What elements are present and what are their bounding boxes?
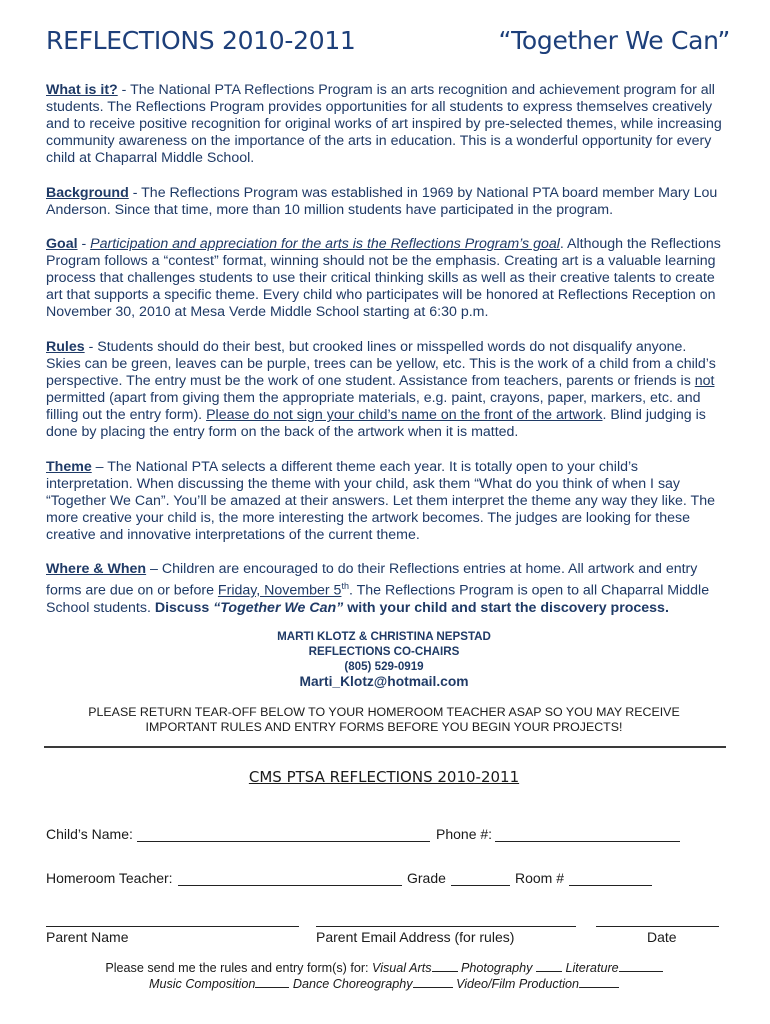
rules-paragraph [46,339,722,442]
where-when-text-2: . The Reflections Program is open to all Chaparral Middle School students. [46,582,710,616]
discuss-text: Discuss [154,599,214,616]
goal-heading: Goal [46,236,78,252]
goal-italic-text: Participation and appreciation for the arts is the Reflections Program’s goal [90,236,560,252]
tear-off-title-text: CMS PTSA REFLECTIONS 2010-2011 [248,768,520,786]
rules-underlined-warning: Please do not sign your child’s name on the front of the artwork [206,407,603,424]
notice-line-2: IMPORTANT RULES AND ENTRY FORMS BEFORE YOU BEGIN YOUR PROJECTS! [145,720,623,734]
theme-text: – The National PTA selects a different theme each year. It is totally open to your child’s interpretation. When discussing the theme with your child, ask them “What do you think of when I say “Together We Can”. You’ll be amazed at their answers. Let them interpret the theme any way they like. The more creative your child is, the more interesting the artwork becomes. The judges are looking for these creative and innovative interpretations of the current theme. [46,459,716,544]
goal-text: . Although the Reflections Program follows a “contest” format, winning should not be the emphasis. Creating art is a valuable learning process that challenges students to use their critical thinking skills as well as their creative talents to create art that supports a specific theme. Every child who participates will be honored at Reflections Reception on November 30, 2010 at Mesa Verde Middle School starting at 6:30 p.m. [46,236,721,321]
parent-email-field[interactable] [316,912,576,927]
date-label: Date [647,929,677,945]
grade-field[interactable] [451,871,510,886]
date-field[interactable] [596,912,719,927]
where-when-heading: Where & When [46,561,147,577]
category-music-composition: Music Composition [148,977,256,991]
category-video-film-production: Video/Film Production [456,977,580,991]
room-label: Room # [515,870,565,886]
background-heading: Background [46,185,129,201]
what-is-it-heading: What is it? [46,82,118,98]
category-dance-choreography: Dance Choreography [292,977,413,991]
homeroom-teacher-field[interactable] [178,871,402,886]
footer-line-2 [46,977,722,993]
visual-arts-blank[interactable] [432,971,458,972]
contact-email: Marti_Klotz@hotmail.com [299,674,469,689]
background-text: - The Reflections Program was established in 1969 by National PTA board member Mary Lou Anderson. Since that time, more than 10 million students have participated in the program. [46,185,718,219]
category-literature: Literature [565,961,619,975]
category-visual-arts: Visual Arts [372,961,432,975]
parent-name-label: Parent Name [46,929,129,945]
video-film-production-blank[interactable] [579,987,619,988]
rules-text-3: . Blind judging is done by placing the entry form on the back of the artwork when it is matted. [46,407,706,441]
music-composition-blank[interactable] [255,987,289,988]
theme-paragraph [46,459,722,544]
goal-paragraph [46,236,722,321]
rules-text-2: permitted (apart from giving them the appropriate materials, e.g. paint, crayons, paper, markers, etc. and filling out the entry form). [46,390,701,424]
contact-names: MARTI KLOTZ & CHRISTINA NEPSTAD [277,630,491,643]
what-is-it-text: - The National PTA Reflections Program is an arts recognition and achievement program for all students. The Reflections Program provides opportunities for all students to express themselves creatively and to receive positive recognition for original works of art inspired by pre-selected themes, while increasing community awareness on the importance of the arts in education. This is a wonderful opportunity for every child at Chaparral Middle School. [46,82,722,167]
background-paragraph [46,185,722,219]
tear-off-divider [44,746,726,748]
due-date: Friday, November 5 [217,582,342,599]
where-when-text-1: – Children are encouraged to do their Reflections entries at home. All artwork and entry forms are due on or before [46,561,698,599]
discuss-theme: “Together We Can” [213,599,344,616]
tear-off-title [46,768,722,786]
what-is-it-paragraph [46,82,722,167]
room-field[interactable] [569,871,652,886]
photography-blank[interactable] [536,971,562,972]
childs-name-field[interactable] [137,827,430,842]
homeroom-teacher-label: Homeroom Teacher: [46,870,173,886]
rules-text-1: - Students should do their best, but crooked lines or misspelled words do not disqualify anyone. Skies can be green, leaves can be purple, trees can be yellow, etc. This is the work of a child from a child’s perspective. The entry must be the work of one student. Assistance from teachers, parents or friends is [46,339,716,390]
document-title: REFLECTIONS 2010-2011 [46,26,356,55]
footer-intro: Please send me the rules and entry form(s) for: [105,961,373,975]
parent-email-label: Parent Email Address (for rules) [316,929,515,945]
goal-dash: - [77,236,91,252]
dance-choreography-blank[interactable] [413,987,453,988]
literature-blank[interactable] [619,971,663,972]
due-date-suffix: th [341,581,349,592]
childs-name-label: Child’s Name: [46,826,133,842]
theme-heading: Theme [46,459,92,475]
parent-name-field[interactable] [46,912,299,927]
notice-line-1: PLEASE RETURN TEAR-OFF BELOW TO YOUR HOMEROOM TEACHER ASAP SO YOU MAY RECEIVE [88,705,680,719]
phone-label: Phone #: [436,826,493,842]
contact-phone: (805) 529-0919 [344,660,424,673]
footer-line-1 [46,961,722,977]
theme-title: “Together We Can” [498,26,730,55]
rules-heading: Rules [46,339,85,355]
rules-not: not [694,373,715,390]
document-header [46,26,730,62]
phone-field[interactable] [495,827,680,842]
grade-label: Grade [407,870,446,886]
category-photography: Photography [461,961,533,975]
where-when-paragraph [46,561,722,617]
discuss-text-end: with your child and start the discovery process. [343,599,669,616]
contact-role: REFLECTIONS CO-CHAIRS [308,645,460,658]
